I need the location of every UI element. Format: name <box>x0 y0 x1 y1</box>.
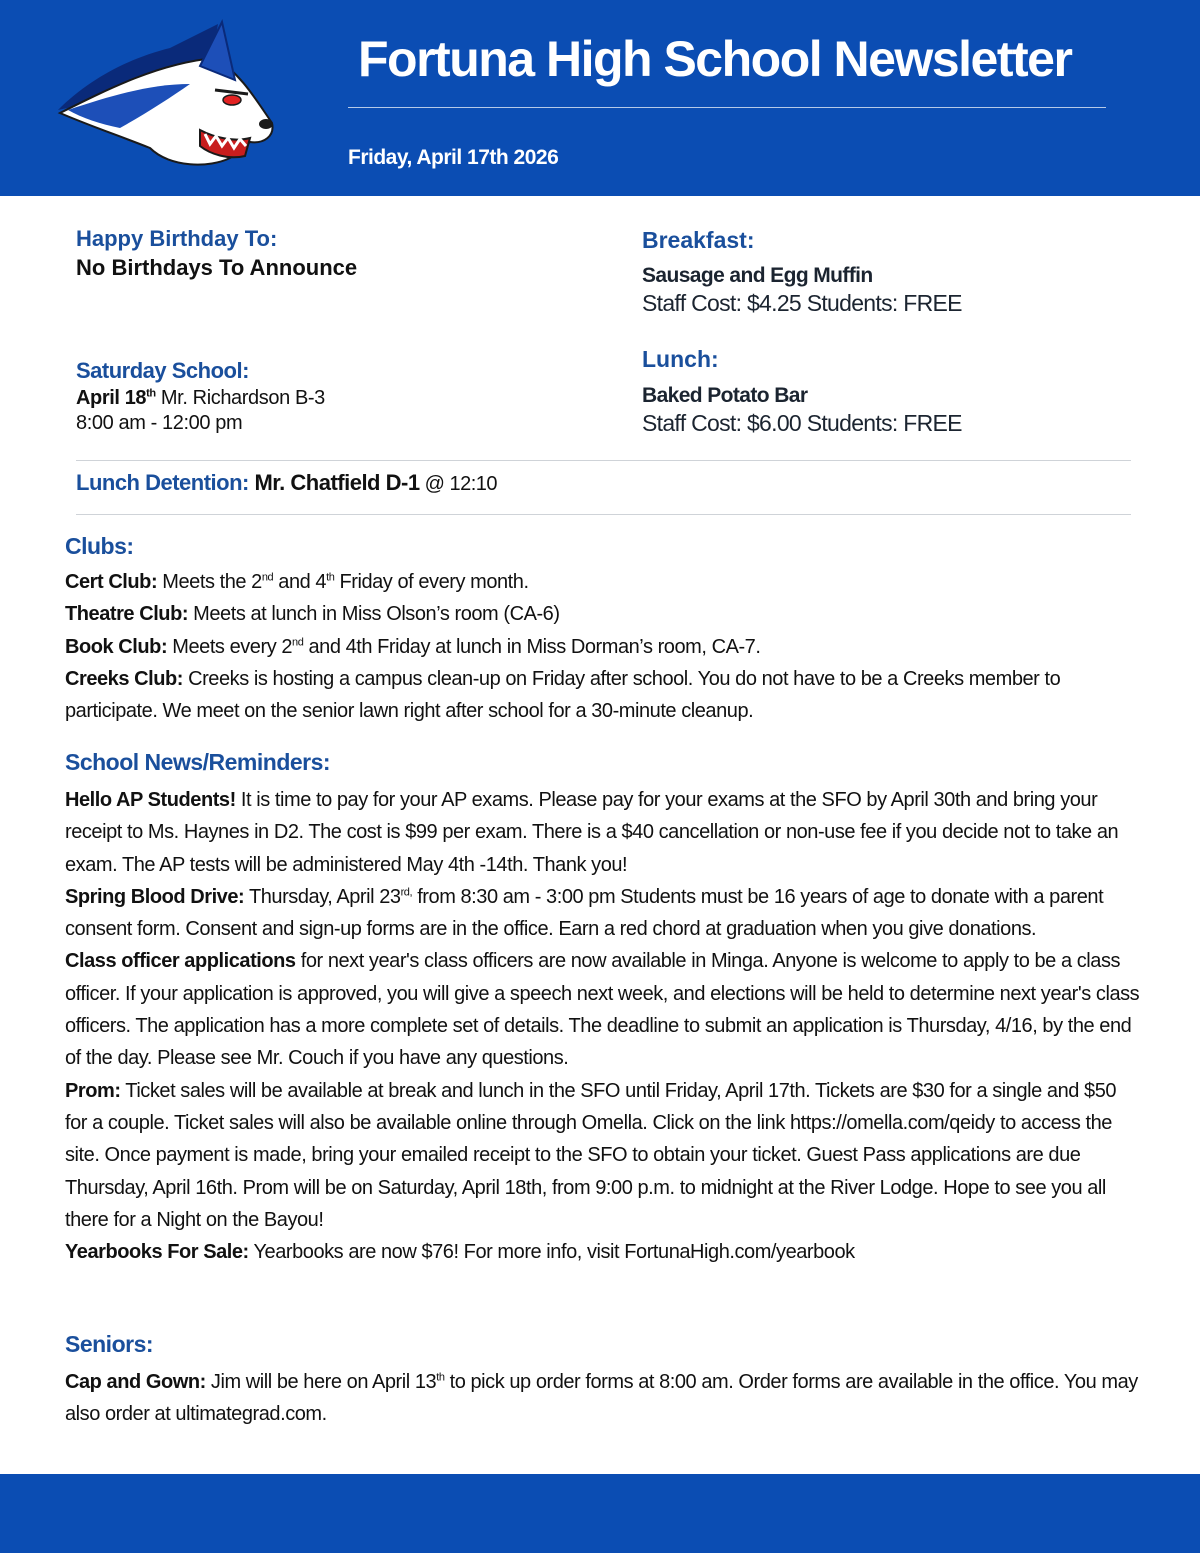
cert-club <box>65 566 1140 598</box>
book-club-label: Book Club: <box>65 635 168 658</box>
birthday-value: No Birthdays To Announce <box>76 255 358 280</box>
prom-label: Prom: <box>65 1079 121 1102</box>
cap-gown-text: to pick up order forms at 8:00 am. Order forms are available in the office. You may also order at ultimategrad.com. <box>65 1371 1138 1426</box>
husky-mascot-icon <box>50 18 280 178</box>
blood-drive-text: from 8:30 am - 3:00 pm Students must be 16 years of age to donate with a parent consent form. Consent and sign-up forms are in the office. Earn a red chord at graduation when you give donations. <box>65 885 1104 941</box>
footer-banner <box>0 1474 1200 1553</box>
saturday-school-time: 8:00 am - 12:00 pm <box>76 412 243 434</box>
creeks-club <box>65 663 1140 728</box>
lunch-detention-label: Lunch Detention: <box>76 470 255 495</box>
newsletter-title: Fortuna High School Newsletter <box>358 31 1072 87</box>
ap-students-notice <box>65 784 1140 881</box>
breakfast-heading: Breakfast: <box>642 227 755 253</box>
theatre-club-label: Theatre Club: <box>65 603 189 626</box>
creeks-club-label: Creeks Club: <box>65 667 183 690</box>
book-club-text: and 4th Friday at lunch in Miss Dorman’s room, CA-7. <box>303 635 761 658</box>
cap-gown-notice <box>65 1366 1140 1431</box>
saturday-school-teacher: Mr. Richardson B-3 <box>155 387 325 409</box>
ap-students-label: Hello AP Students! <box>65 789 236 811</box>
blood-drive-sup: rd, <box>400 886 413 899</box>
news-section <box>65 784 1140 1268</box>
saturday-school-heading: Saturday School: <box>76 358 249 383</box>
cert-club-label: Cert Club: <box>65 571 158 593</box>
breakfast-cost: Staff Cost: $4.25 Students: FREE <box>642 290 962 316</box>
section-divider <box>76 514 1131 515</box>
saturday-school-date <box>76 387 325 410</box>
cap-gown-sup: th <box>436 1371 445 1384</box>
ap-students-text: It is time to pay for your AP exams. Please pay for your exams at the SFO by April 30th and bring your receipt to Ms. Haynes in D2. The cost is $99 per exam. There is a $40 cancellation or non-use fee if you decide not to take an exam. The AP tests will be administered May 4th -14th. Thank you! <box>65 789 1119 876</box>
creeks-club-text: Creeks is hosting a campus clean-up on Friday after school. You do not have to be a Creeks member to participate. We meet on the senior lawn right after school for a 30-minute cleanup. <box>65 667 1061 723</box>
breakfast-item: Sausage and Egg Muffin <box>642 264 873 287</box>
saturday-school-date-sup: th <box>146 387 156 400</box>
cap-gown-label: Cap and Gown: <box>65 1371 206 1393</box>
class-officer-notice <box>65 945 1140 1074</box>
class-officer-label: Class officer applications <box>65 950 296 973</box>
newsletter-date: Friday, April 17th 2026 <box>348 146 559 169</box>
cert-club-sup: th <box>326 571 335 584</box>
clubs-heading: Clubs: <box>65 533 134 559</box>
lunch-cost: Staff Cost: $6.00 Students: FREE <box>642 410 962 436</box>
yearbook-notice <box>65 1236 1140 1268</box>
prom-text: Ticket sales will be available at break and lunch in the SFO until Friday, April 17th. Tickets are $30 for a single and $50 for a couple. Ticket sales will also be available online through Omella. Click on the link https://omella.com/qeidy to access the site. Once payment is made, bring your emailed receipt to the SFO to obtain your ticket. Guest Pass applications are due Thursday, April 16th. Prom will be on Saturday, April 18th, from 9:00 p.m. to midnight at the River Lodge. Hope to see you all there for a Night on the Bayou! <box>65 1079 1117 1231</box>
class-officer-text: for next year's class officers are now available in Minga. Anyone is welcome to apply to be a class officer. If your application is approved, you will give a speech next week, and elections will be held to determine next year's class officers. The application has a more complete set of details. The deadline to submit an application is Thursday, 4/16, by the end of the day. Please see Mr. Couch if you have any questions. <box>65 950 1140 1070</box>
cert-club-text: Friday of every month. <box>334 571 529 593</box>
header-banner <box>0 0 1200 196</box>
book-club <box>65 631 1140 663</box>
cap-gown-text: Jim will be here on April 13 <box>205 1371 437 1393</box>
blood-drive-text: Thursday, April 23 <box>244 885 401 908</box>
title-divider <box>348 107 1106 108</box>
lunch-detention-time: @ 12:10 <box>419 473 498 495</box>
section-divider <box>76 460 1131 461</box>
yearbook-label: Yearbooks For Sale: <box>65 1241 249 1264</box>
cert-club-text: and 4 <box>273 571 327 593</box>
theatre-club <box>65 598 1140 630</box>
cert-club-sup: nd <box>261 571 274 584</box>
book-club-text: Meets every 2 <box>167 635 293 658</box>
book-club-sup: nd <box>292 635 304 648</box>
seniors-heading: Seniors: <box>65 1331 154 1357</box>
birthday-heading: Happy Birthday To: <box>76 226 278 251</box>
yearbook-text: Yearbooks are now $76! For more info, visit FortunaHigh.com/yearbook <box>248 1241 855 1264</box>
lunch-detention-name: Mr. Chatfield D-1 <box>254 470 420 495</box>
blood-drive-notice <box>65 881 1140 946</box>
lunch-item: Baked Potato Bar <box>642 384 808 407</box>
cert-club-text: Meets the 2 <box>157 571 262 593</box>
news-heading: School News/Reminders: <box>65 749 331 775</box>
blood-drive-label: Spring Blood Drive: <box>65 885 245 908</box>
lunch-detention <box>76 470 497 496</box>
saturday-school-date-main: April 18 <box>76 387 147 409</box>
prom-notice <box>65 1075 1140 1236</box>
lunch-heading: Lunch: <box>642 346 719 372</box>
clubs-section <box>65 566 1140 727</box>
theatre-club-text: Meets at lunch in Miss Olson’s room (CA-6) <box>188 603 560 626</box>
seniors-section <box>65 1366 1140 1431</box>
